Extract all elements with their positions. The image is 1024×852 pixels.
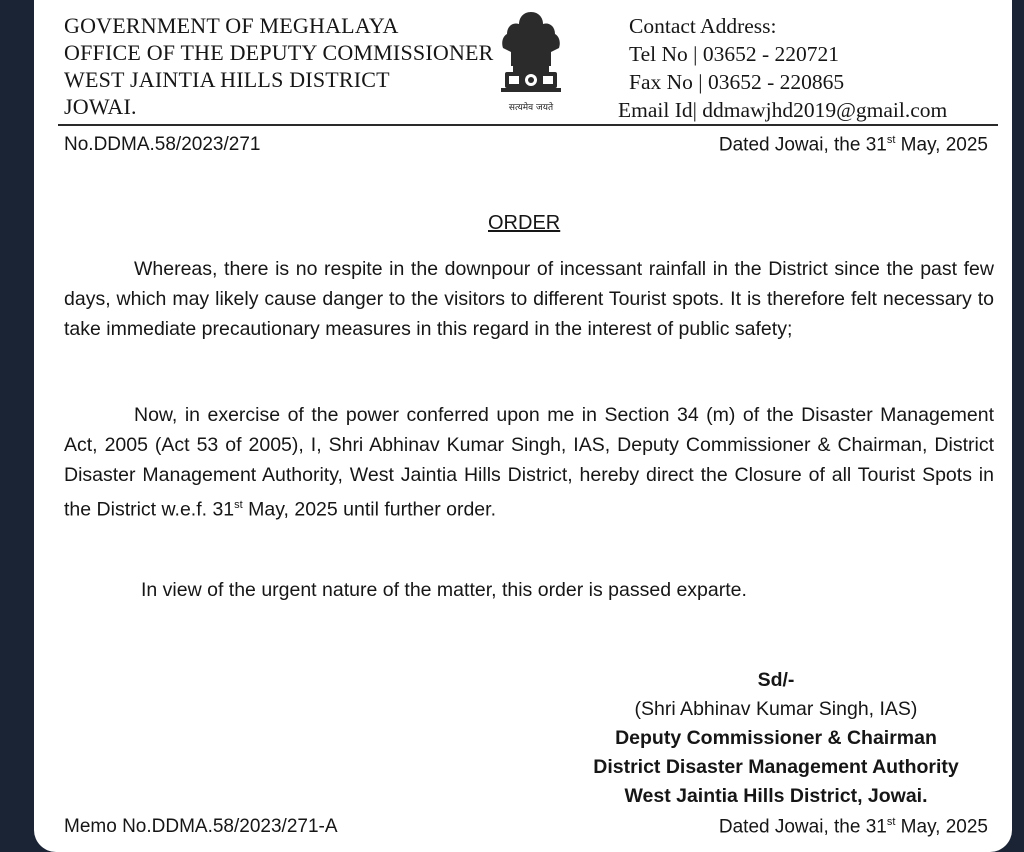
order-title: ORDER	[488, 212, 561, 234]
reference-date-suffix: May, 2025	[895, 134, 988, 156]
memo-date	[719, 816, 988, 838]
order-paragraph-3: In view of the urgent nature of the matter, this order is passed exparte.	[141, 579, 747, 601]
contact-email: Email Id| ddmawjhd2019@gmail.com	[618, 98, 948, 122]
order-paragraph-2	[64, 400, 994, 525]
header-line-town: JOWAI.	[64, 94, 137, 119]
memo-date-sup: st	[886, 816, 896, 828]
order-paragraph-1	[64, 254, 994, 344]
order-paragraph-2-sup: st	[234, 499, 243, 511]
memo-number: Memo No.DDMA.58/2023/271-A	[64, 816, 338, 837]
national-emblem-icon	[483, 6, 579, 118]
order-paragraph-2-suffix: May, 2025 until further order.	[242, 498, 496, 521]
contact-tel: Tel No | 03652 - 220721	[629, 42, 840, 66]
header-line-government: GOVERNMENT OF MEGHALAYA	[64, 13, 399, 38]
reference-date-sup: st	[886, 134, 896, 146]
signature-sd: Sd/-	[757, 669, 795, 691]
office-header	[64, 12, 494, 120]
contact-fax: Fax No | 03652 - 220865	[629, 70, 845, 94]
header-line-district: WEST JAINTIA HILLS DISTRICT	[64, 67, 390, 92]
document-page	[34, 0, 1012, 852]
memo-date-prefix: Dated Jowai, the 31	[718, 816, 887, 838]
order-paragraph-2-text: Now, in exercise of the power conferred upon me in Section 34 (m) of the Disaster Management Act, 2005 (Act 53 of 2005), I, Shri Abhinav Kumar Singh, IAS, Deputy Commissioner & Chairman, District Disaster Management Authority, West Jaintia Hills District, hereby direct the Closure of all Tourist Spots in the District w.e.f. 31	[64, 404, 994, 521]
emblem-motto: सत्यमेव जयते	[508, 103, 554, 113]
signatory-name: (Shri Abhinav Kumar Singh, IAS)	[634, 698, 918, 720]
signatory-designation-2: District Disaster Management Authority	[593, 756, 959, 778]
order-paragraph-1-text: Whereas, there is no respite in the downpour of incessant rainfall in the District since the past few days, which may likely cause danger to the visitors to different Tourist spots. It is therefore felt necessary to take immediate precautionary measures in this regard in the interest of public safety;	[64, 258, 994, 340]
header-divider	[58, 124, 998, 126]
contact-block	[618, 12, 958, 124]
reference-date-prefix: Dated Jowai, the 31	[718, 134, 887, 156]
signature-block	[554, 666, 998, 811]
memo-date-suffix: May, 2025	[895, 816, 988, 838]
signatory-designation-1: Deputy Commissioner & Chairman	[615, 727, 937, 749]
signatory-designation-3: West Jaintia Hills District, Jowai.	[624, 785, 928, 807]
header-line-office: OFFICE OF THE DEPUTY COMMISSIONER	[64, 40, 494, 65]
reference-date	[719, 134, 988, 156]
contact-title: Contact Address:	[629, 14, 777, 38]
reference-number: No.DDMA.58/2023/271	[64, 134, 261, 155]
